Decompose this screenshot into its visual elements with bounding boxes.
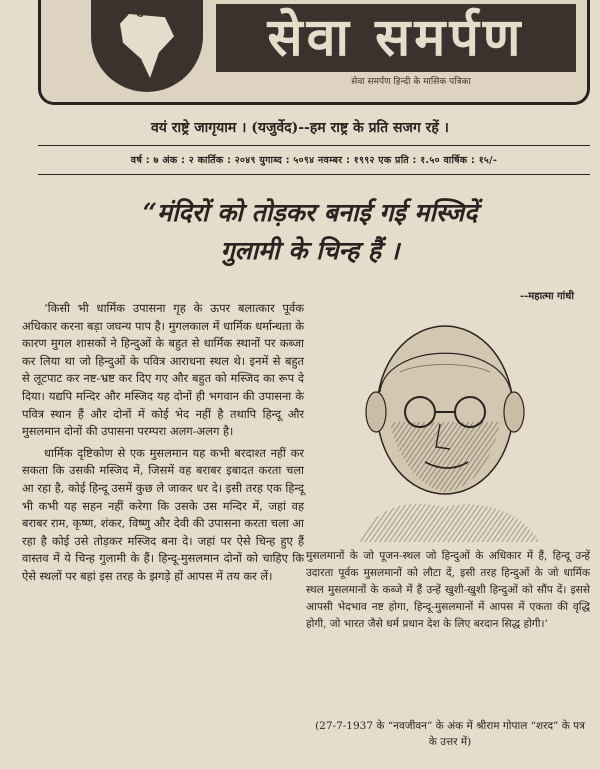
publication-subtitle: सेवा समर्पण हिन्दी के मासिक पत्रिका [351, 77, 471, 87]
paragraph-1: ‘किसी भी धार्मिक उपासना गृह के ऊपर बलात्कार पूर्वक अधिकार करना बड़ा जघन्य पाप है। मुगलकाल में धार्मिक धर्मान्धता के कारण मुगल शासकों ने हिन्दुओं के बहुत से धार्मिक स्थानों पर कब्जा कर लिया था जो हिन्दुओं के पवित्र आराधना स्थल थे। इनमें से बहुत से लूटपाट कर नष्ट-भ्रष्ट कर दिए गए और बहुत को मस्जिद का रूप दे दिया। यद्यपि मन्दिर और मस्जिद यह दोनों ही भगवान की उपासना के पवित्र स्थान हैं और दोनों में कोई भेद नहीं है तथापि हिन्दू और मुसलमान दोनों की उपासना परम्परा अलग-अलग है। [22, 301, 304, 439]
article-column-1 [22, 300, 304, 590]
gandhi-portrait [340, 312, 550, 542]
masthead [38, 0, 590, 105]
attribution: --महात्मा गांधी [519, 291, 574, 302]
article-column-2 [306, 548, 590, 633]
issue-details: वर्ष : ७ अंक : २ कार्तिक : २०४९ युगाब्द : ५०९४ नवम्बर : १९९२ एक प्रति : १.५० वार्षिक : १५/- [130, 155, 498, 166]
source-note: (27-7-1937 के “नवजीवन” के अंक में श्रीराम गोपाल “शरद” के पत्र के उत्तर में) [315, 720, 585, 748]
paragraph-3: मुसलमानों के जो पूजन-स्थल जो हिन्दुओं के अधिकार में हैं, हिन्दू उन्हें उदारता पूर्वक मुसलमानों को लौटा दें, इसी तरह हिन्दुओं के जो धार्मिक स्थल मुसलमानों के कब्जे में हैं उन्हें खुशी-खुशी हिन्दुओं को सौंप दें। इससे आपसी भेदभाव नष्ट होगा, हिन्दू-मुसलमानों में आपस में एकता की वृद्धि होगी, जो भारत जैसे धर्म प्रधान देश के लिए बरदान सिद्ध होगी।’ [306, 550, 590, 630]
emblem-icon [91, 0, 203, 92]
portrait-sketch [340, 312, 550, 542]
divider-bottom [38, 174, 590, 175]
headline-line-2: गुलामी के चिन्ह हैं । [220, 236, 400, 265]
headline [40, 194, 580, 270]
motto: वयं राष्ट्रे जागृयाम । (यजुर्वेद)--हम राष्ट्र के प्रति सजग रहें । [151, 120, 449, 136]
divider-top [38, 145, 590, 146]
publication-title: सेवा समर्पण [216, 4, 576, 72]
om-symbol: ॐ [135, 2, 152, 23]
headline-line-1: “मंदिरों को तोड़कर बनाई गई मस्जिदें [142, 198, 478, 227]
paragraph-2: धार्मिक दृष्टिकोण से एक मुसलमान यह कभी बरदाश्त नहीं कर सकता कि उसकी मस्जिद में, जिसमें वह बराबर इबादत करता चला आ रहा है, कोई हिन्दू उसमें कुछ ले जाकर धर दे। इसी तरह एक हिन्दू भी कभी यह सहन नहीं करेगा कि उसके उस मन्दिर में, जहां वह बराबर राम, कृष्ण, शंकर, विष्णु और देवी की उपासना करता चला आ रहा है कोई उसे तोड़कर मस्जिद बना दे। जहां पर ऐसे चिन्ह हुए हैं वास्तव में ये चिन्ह गुलामी के हैं। हिन्दू-मुसलमान दोनों को चाहिए कि ऐसे स्थलों पर बहां इस तरह के झगड़े हों आपस में तय कर लें। [22, 445, 304, 583]
